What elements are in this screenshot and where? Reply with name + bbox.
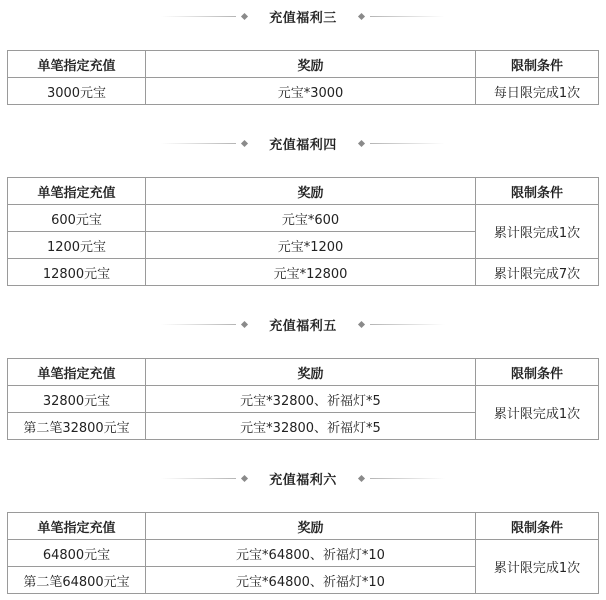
diamond-icon xyxy=(358,12,365,19)
cell-charge: 12800元宝 xyxy=(8,259,146,286)
diamond-icon xyxy=(241,474,248,481)
header-reward: 奖励 xyxy=(146,513,476,540)
divider-line xyxy=(161,143,236,144)
table-header-row xyxy=(8,359,599,386)
cell-reward: 元宝*600 xyxy=(146,205,476,232)
cell-limit: 累计限完成1次 xyxy=(476,386,599,440)
table-row xyxy=(8,205,599,232)
header-limit: 限制条件 xyxy=(476,359,599,386)
divider-line xyxy=(161,478,236,479)
diamond-icon xyxy=(358,474,365,481)
table-row xyxy=(8,259,599,286)
cell-reward: 元宝*3000 xyxy=(146,78,476,105)
diamond-icon xyxy=(241,320,248,327)
cell-reward: 元宝*1200 xyxy=(146,232,476,259)
table-row xyxy=(8,386,599,413)
cell-charge: 第二笔64800元宝 xyxy=(8,567,146,594)
table-row xyxy=(8,78,599,105)
header-reward: 奖励 xyxy=(146,51,476,78)
header-reward: 奖励 xyxy=(146,178,476,205)
table-header-row xyxy=(8,513,599,540)
section-heading-5 xyxy=(0,314,606,334)
cell-limit: 每日限完成1次 xyxy=(476,78,599,105)
cell-charge: 64800元宝 xyxy=(8,540,146,567)
table-header-row xyxy=(8,178,599,205)
cell-reward: 元宝*32800、祈福灯*5 xyxy=(146,386,476,413)
cell-charge: 第二笔32800元宝 xyxy=(8,413,146,440)
reward-table-3 xyxy=(7,50,599,105)
header-charge: 单笔指定充值 xyxy=(8,51,146,78)
section-title: 充值福利四 xyxy=(269,137,337,153)
diamond-icon xyxy=(358,320,365,327)
header-charge: 单笔指定充值 xyxy=(8,178,146,205)
header-limit: 限制条件 xyxy=(476,513,599,540)
reward-table-5 xyxy=(7,358,599,440)
section-heading-3 xyxy=(0,6,606,26)
cell-reward: 元宝*64800、祈福灯*10 xyxy=(146,567,476,594)
diamond-icon xyxy=(241,139,248,146)
header-reward: 奖励 xyxy=(146,359,476,386)
cell-charge: 600元宝 xyxy=(8,205,146,232)
section-title: 充值福利六 xyxy=(269,472,337,488)
cell-charge: 3000元宝 xyxy=(8,78,146,105)
cell-reward: 元宝*32800、祈福灯*5 xyxy=(146,413,476,440)
cell-reward: 元宝*64800、祈福灯*10 xyxy=(146,540,476,567)
cell-limit: 累计限完成1次 xyxy=(476,205,599,259)
diamond-icon xyxy=(241,12,248,19)
reward-table-6 xyxy=(7,512,599,594)
section-heading-4 xyxy=(0,133,606,153)
header-limit: 限制条件 xyxy=(476,178,599,205)
cell-reward: 元宝*12800 xyxy=(146,259,476,286)
header-limit: 限制条件 xyxy=(476,51,599,78)
header-charge: 单笔指定充值 xyxy=(8,359,146,386)
divider-line xyxy=(370,478,445,479)
section-heading-6 xyxy=(0,468,606,488)
divider-line xyxy=(161,324,236,325)
header-charge: 单笔指定充值 xyxy=(8,513,146,540)
cell-charge: 32800元宝 xyxy=(8,386,146,413)
divider-line xyxy=(370,324,445,325)
reward-table-4 xyxy=(7,177,599,286)
cell-limit: 累计限完成1次 xyxy=(476,540,599,594)
table-header-row xyxy=(8,51,599,78)
divider-line xyxy=(161,16,236,17)
diamond-icon xyxy=(358,139,365,146)
divider-line xyxy=(370,16,445,17)
table-row xyxy=(8,540,599,567)
cell-charge: 1200元宝 xyxy=(8,232,146,259)
section-title: 充值福利五 xyxy=(269,318,337,334)
divider-line xyxy=(370,143,445,144)
cell-limit: 累计限完成7次 xyxy=(476,259,599,286)
section-title: 充值福利三 xyxy=(269,10,337,26)
